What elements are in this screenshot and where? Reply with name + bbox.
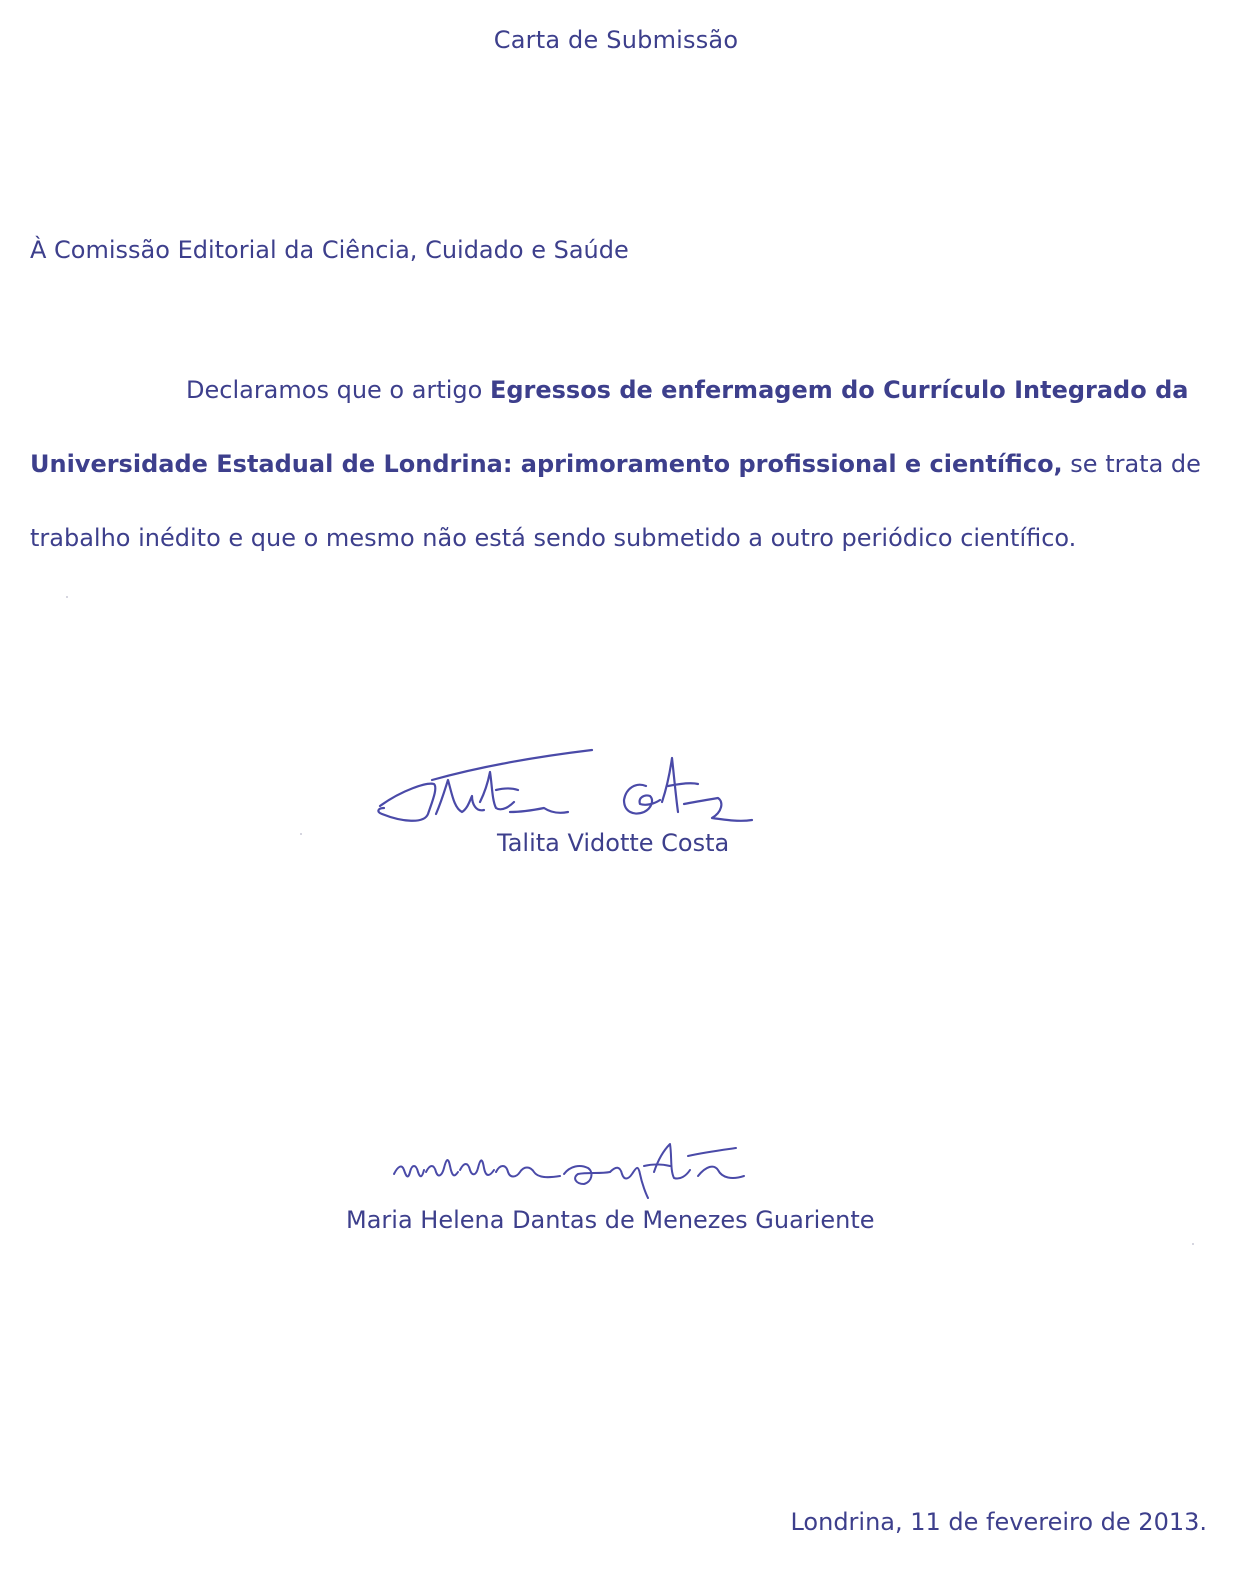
signature-talita-image xyxy=(372,742,762,837)
signature-maria-helena-image xyxy=(388,1136,808,1201)
recipient-line: À Comissão Editorial da Ciência, Cuidado e Saúde xyxy=(30,236,629,264)
scan-speck xyxy=(66,596,68,598)
declaration-intro: Declaramos que o artigo xyxy=(186,376,490,404)
declaration-continuation: se trata de xyxy=(1062,450,1201,478)
scan-speck xyxy=(300,833,302,835)
article-title-part-2: Universidade Estadual de Londrina: aprimoramento profissional e científico, xyxy=(30,450,1063,478)
article-title-part-1: Egressos de enfermagem do Currículo Integrado da xyxy=(489,376,1189,404)
signatory-name-2: Maria Helena Dantas de Menezes Guariente xyxy=(346,1206,875,1234)
signatory-name-1: Talita Vidotte Costa xyxy=(497,829,730,857)
scan-speck xyxy=(1192,1243,1194,1245)
letter-title: Carta de Submissão xyxy=(493,26,739,54)
date-line: Londrina, 11 de fevereiro de 2013. xyxy=(790,1508,1207,1536)
declaration-line-2 xyxy=(30,450,1201,478)
declaration-line-1 xyxy=(186,376,1243,404)
declaration-line-3: trabalho inédito e que o mesmo não está sendo submetido a outro periódico científico. xyxy=(30,524,1077,552)
